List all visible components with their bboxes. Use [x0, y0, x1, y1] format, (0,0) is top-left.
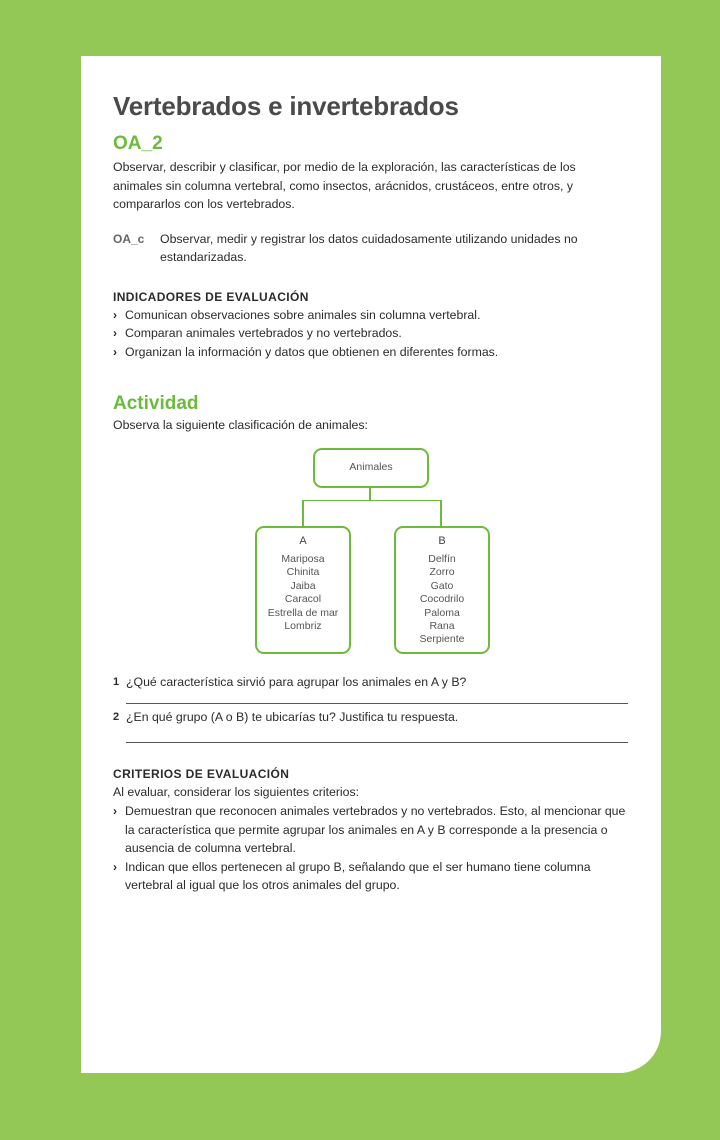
- question-number: 2: [113, 711, 120, 723]
- list-item: [113, 343, 628, 362]
- question-2: [113, 708, 628, 727]
- animal-item: Rana: [429, 619, 455, 632]
- chevron-right-icon: ›: [113, 804, 117, 818]
- diagram-group-b-box: [394, 526, 490, 654]
- animal-item: Paloma: [424, 606, 460, 619]
- indicadores-title: INDICADORES DE EVALUACIÓN: [113, 289, 309, 304]
- page-title: Vertebrados e invertebrados: [113, 91, 459, 121]
- connector-vertical-root: [369, 486, 371, 501]
- chevron-right-icon: ›: [113, 344, 117, 359]
- animal-item: Lombriz: [284, 619, 322, 632]
- question-number: 1: [113, 675, 120, 688]
- diagram-group-a-box: [255, 526, 351, 654]
- indicador-text: Comunican observaciones sobre animales sin columna vertebral.: [125, 307, 481, 322]
- indicador-text: Organizan la información y datos que obtienen en diferentes formas.: [125, 344, 499, 359]
- animal-item: Cocodrilo: [419, 593, 465, 606]
- worksheet-page: [81, 56, 661, 1073]
- animal-item: Estrella de mar: [267, 606, 339, 619]
- question-text: ¿En qué grupo (A o B) te ubicarías tu? Justifica tu respuesta.: [126, 710, 459, 724]
- oa-description: Observar, describir y clasificar, por medio de la exploración, las características de los animales sin columna vertebral, como insectos, arácnidos, crustáceos, entre otros, y compararlos con los vertebrados.: [113, 160, 576, 211]
- question-text: ¿Qué característica sirvió para agrupar los animales en A y B?: [126, 674, 467, 689]
- criterio-text: Indican que ellos pertenecen al grupo B, señalando que el ser humano tiene columna vertebral al igual que los otros animales del grupo.: [125, 859, 591, 892]
- list-item: [113, 802, 628, 858]
- chevron-right-icon: ›: [113, 326, 117, 340]
- actividad-intro: Observa la siguiente clasificación de animales:: [113, 418, 368, 432]
- animal-item: Zorro: [429, 566, 455, 579]
- animal-item: Delfín: [428, 552, 456, 565]
- oac-row: [113, 230, 628, 267]
- connector-horizontal: [302, 500, 441, 502]
- classification-diagram: [113, 441, 628, 661]
- chevron-right-icon: ›: [113, 307, 117, 322]
- connector-vertical-a: [302, 500, 304, 526]
- diagram-root-box: [313, 448, 429, 488]
- question-1: [113, 673, 628, 692]
- oac-text: Observar, medir y registrar los datos cuidadosamente utilizando unidades no estandarizadas.: [160, 231, 578, 264]
- chevron-right-icon: ›: [113, 859, 117, 874]
- actividad-title: Actividad: [113, 393, 199, 414]
- answer-line-2[interactable]: [126, 742, 628, 743]
- animal-item: Gato: [430, 579, 454, 592]
- oa-code: OA_2: [113, 133, 163, 154]
- animal-item: Caracol: [284, 593, 322, 606]
- diagram-root-label: Animales: [349, 460, 393, 473]
- group-a-label: A: [299, 534, 307, 547]
- list-item: [113, 858, 628, 895]
- list-item: [113, 324, 628, 343]
- indicador-text: Comparan animales vertebrados y no vertebrados.: [125, 326, 402, 340]
- criterios-intro: Al evaluar, considerar los siguientes criterios:: [113, 784, 360, 799]
- list-item: [113, 306, 628, 325]
- criterios-list: [113, 802, 628, 895]
- group-b-label: B: [438, 534, 446, 547]
- connector-vertical-b: [440, 500, 442, 526]
- indicadores-list: [113, 306, 628, 362]
- animal-item: Jaiba: [290, 579, 316, 592]
- worksheet-content: [113, 88, 628, 895]
- animal-item: Chinita: [286, 566, 320, 579]
- animal-item: Mariposa: [281, 552, 325, 565]
- animal-item: Serpiente: [419, 633, 465, 646]
- answer-line-1[interactable]: [126, 703, 628, 704]
- oac-code: OA_c: [113, 231, 145, 246]
- criterios-title: CRITERIOS DE EVALUACIÓN: [113, 766, 290, 781]
- criterio-text: Demuestran que reconocen animales vertebrados y no vertebrados. Esto, al mencionar que la característica que permite agrupar los animales en A y B corresponde a la presencia o ausencia de columna vertebral.: [125, 804, 626, 855]
